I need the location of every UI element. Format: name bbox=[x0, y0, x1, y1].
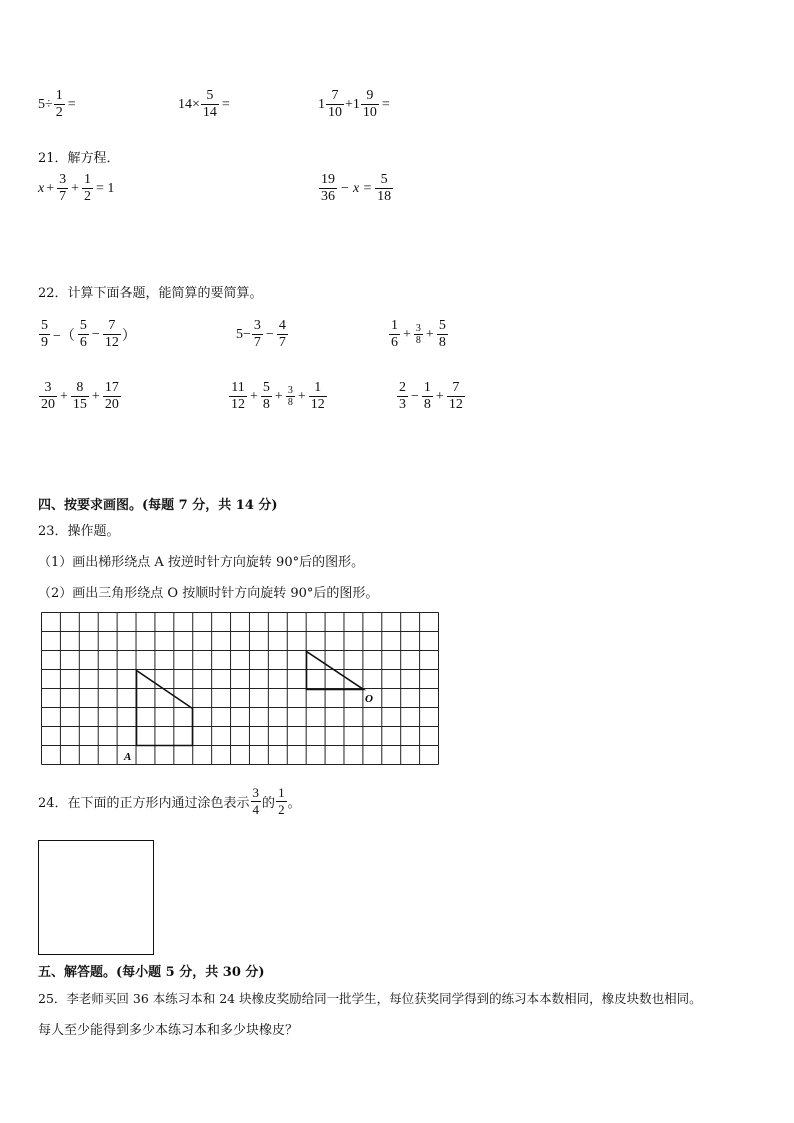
numerator: 3 bbox=[252, 785, 260, 800]
equation-1 bbox=[38, 172, 116, 205]
numerator: 5 bbox=[438, 318, 446, 333]
fraction bbox=[277, 318, 288, 351]
numerator: 5 bbox=[206, 88, 214, 103]
numerator: 11 bbox=[231, 380, 245, 395]
denominator: 18 bbox=[377, 189, 392, 204]
numerator: 1 bbox=[391, 318, 398, 333]
calc-d bbox=[38, 380, 122, 413]
operator: + bbox=[250, 388, 258, 404]
fraction bbox=[39, 318, 50, 351]
denominator: 12 bbox=[231, 397, 245, 412]
fraction bbox=[422, 380, 433, 413]
fraction bbox=[326, 88, 344, 121]
point-a-label: A bbox=[124, 751, 132, 763]
equation-2 bbox=[318, 172, 394, 205]
denominator: 2 bbox=[278, 802, 285, 817]
fraction bbox=[286, 385, 295, 408]
expr-14-times-frac bbox=[178, 88, 232, 121]
triangle-shape bbox=[307, 652, 364, 690]
fraction bbox=[103, 318, 121, 351]
denominator: 8 bbox=[262, 397, 270, 412]
denominator: 6 bbox=[79, 335, 87, 350]
grid-lines bbox=[42, 613, 439, 765]
numerator: 4 bbox=[278, 318, 286, 333]
numerator: 9 bbox=[366, 88, 374, 103]
calc-a bbox=[38, 318, 136, 351]
denominator: 8 bbox=[287, 397, 293, 408]
numerator: 7 bbox=[331, 88, 339, 103]
denominator: 8 bbox=[423, 397, 431, 412]
operator: + bbox=[46, 180, 55, 196]
fraction bbox=[39, 380, 57, 413]
numerator: 5 bbox=[262, 380, 270, 395]
fraction bbox=[261, 380, 272, 413]
fraction bbox=[276, 785, 287, 818]
fraction bbox=[82, 172, 93, 205]
fraction bbox=[57, 172, 68, 205]
equals: = bbox=[381, 96, 390, 112]
denominator: 3 bbox=[399, 397, 406, 412]
fraction bbox=[397, 380, 408, 413]
operator: + bbox=[91, 388, 100, 404]
question-23-part-1: （1）画出梯形绕点 A 按逆时针方向旋转 90°后的图形。 bbox=[38, 555, 365, 570]
fraction bbox=[361, 88, 379, 121]
fraction bbox=[71, 380, 89, 413]
operator: − bbox=[265, 326, 274, 342]
fraction bbox=[375, 172, 393, 205]
rhs: = 1 bbox=[96, 180, 115, 196]
denominator: 7 bbox=[59, 189, 67, 204]
denominator: 14 bbox=[202, 105, 217, 120]
operator: − x = bbox=[340, 180, 373, 196]
denominator: 12 bbox=[104, 335, 119, 350]
numerator: 3 bbox=[415, 323, 421, 334]
denominator: 7 bbox=[278, 335, 286, 350]
denominator: 12 bbox=[448, 397, 463, 412]
denominator: 4 bbox=[252, 802, 260, 817]
denominator: 2 bbox=[55, 105, 63, 120]
question-24-text: 的 bbox=[262, 796, 276, 811]
operator: + bbox=[71, 180, 80, 196]
operator: + bbox=[297, 388, 306, 404]
fraction bbox=[437, 318, 448, 351]
numerator: 2 bbox=[399, 380, 406, 395]
question-21-title: 21．解方程． bbox=[38, 151, 120, 166]
fraction bbox=[319, 172, 337, 205]
operator: + bbox=[425, 326, 434, 342]
numerator: 1 bbox=[55, 88, 63, 103]
numerator: 3 bbox=[44, 380, 52, 395]
numerator: 1 bbox=[423, 380, 431, 395]
denominator: 12 bbox=[310, 397, 325, 412]
numerator: 7 bbox=[452, 380, 460, 395]
fraction bbox=[229, 380, 247, 413]
coloring-square[interactable] bbox=[38, 840, 154, 955]
denominator: 10 bbox=[362, 105, 377, 120]
fraction bbox=[251, 785, 262, 818]
section-4-heading: 四、按要求画图。(每题 7 分，共 14 分) bbox=[38, 498, 278, 513]
question-24-text: 。 bbox=[287, 796, 301, 811]
numerator: 1 bbox=[314, 380, 322, 395]
fraction bbox=[389, 318, 400, 351]
denominator: 20 bbox=[41, 397, 55, 412]
section-5-heading: 五、解答题。(每小题 5 分，共 30 分) bbox=[38, 965, 265, 980]
numerator: 1 bbox=[84, 172, 92, 187]
numerator: 5 bbox=[41, 318, 48, 333]
numerator: 3 bbox=[287, 385, 293, 396]
fraction bbox=[414, 323, 423, 346]
question-23-part-2: （2）画出三角形绕点 O 按顺时针方向旋转 90°后的图形。 bbox=[38, 586, 379, 601]
fraction bbox=[252, 318, 263, 351]
fraction bbox=[309, 380, 327, 413]
question-24 bbox=[38, 785, 301, 818]
fraction bbox=[54, 88, 65, 121]
calc-f bbox=[396, 380, 466, 413]
equals: = bbox=[221, 96, 230, 112]
operator: + bbox=[403, 326, 411, 342]
operator: −（ bbox=[53, 328, 75, 344]
denominator: 20 bbox=[104, 397, 119, 412]
numerator: 19 bbox=[321, 172, 335, 187]
operator: − bbox=[91, 326, 100, 342]
numerator: 7 bbox=[108, 318, 116, 333]
question-25-line-1: 25．李老师买回 36 本练习本和 24 块橡皮奖励给同一批学生，每位获奖同学得到的练习本本数相同，橡皮块数也相同。 bbox=[38, 991, 702, 1006]
question-25-line-2: 每人至少能得到多少本练习本和多少块橡皮？ bbox=[38, 1023, 299, 1038]
calc-c bbox=[388, 318, 449, 351]
operator: + bbox=[274, 388, 283, 404]
numerator: 5 bbox=[380, 172, 388, 187]
expr-5-div-half bbox=[38, 88, 78, 121]
question-24-text: 24．在下面的正方形内通过涂色表示 bbox=[38, 796, 250, 811]
fraction bbox=[201, 88, 219, 121]
numerator: 8 bbox=[76, 380, 84, 395]
operator: − bbox=[411, 388, 419, 404]
fraction bbox=[447, 380, 465, 413]
point-o-label: O bbox=[365, 693, 373, 705]
rotation-grid bbox=[40, 611, 440, 766]
expr-text: 5− bbox=[236, 326, 251, 342]
denominator: 10 bbox=[328, 105, 342, 120]
denominator: 6 bbox=[391, 335, 398, 350]
expr-text: 5÷ bbox=[38, 96, 53, 112]
operator: + bbox=[435, 388, 444, 404]
numerator: 3 bbox=[253, 318, 261, 333]
question-22-title: 22．计算下面各题，能简算的要简算。 bbox=[38, 286, 263, 301]
denominator: 8 bbox=[415, 335, 421, 346]
equals: = bbox=[67, 96, 76, 112]
denominator: 7 bbox=[253, 335, 261, 350]
expr-text: 14× bbox=[178, 96, 200, 112]
fraction bbox=[78, 318, 89, 351]
operator: + bbox=[60, 388, 68, 404]
expr-mixed-sum bbox=[318, 88, 392, 121]
numerator: 1 bbox=[278, 785, 285, 800]
denominator: 9 bbox=[41, 335, 48, 350]
fraction bbox=[103, 380, 121, 413]
denominator: 8 bbox=[438, 335, 446, 350]
variable: x bbox=[38, 180, 45, 196]
numerator: 17 bbox=[104, 380, 119, 395]
calc-e bbox=[228, 380, 328, 413]
denominator: 15 bbox=[72, 397, 87, 412]
operator: +1 bbox=[345, 96, 360, 112]
numerator: 3 bbox=[59, 172, 67, 187]
bracket: ） bbox=[121, 328, 136, 344]
calc-b bbox=[236, 318, 289, 351]
whole-number: 1 bbox=[318, 96, 325, 112]
denominator: 2 bbox=[84, 189, 92, 204]
question-23-title: 23．操作题。 bbox=[38, 524, 120, 539]
denominator: 36 bbox=[321, 189, 335, 204]
numerator: 5 bbox=[79, 318, 87, 333]
